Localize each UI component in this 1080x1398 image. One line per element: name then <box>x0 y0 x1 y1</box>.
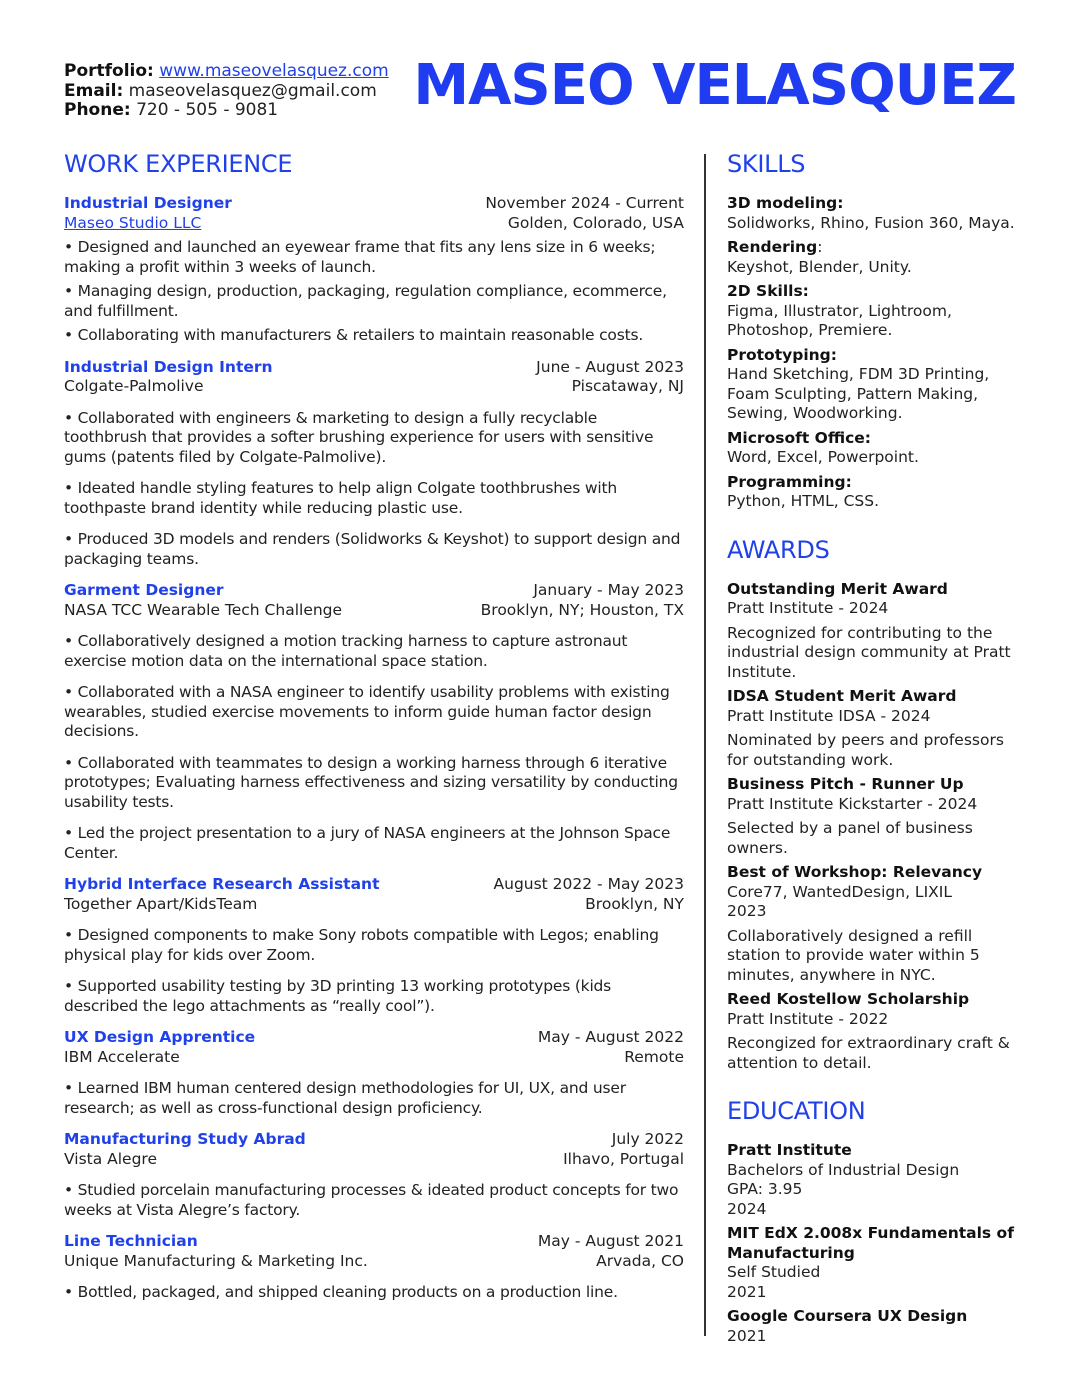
award-item <box>727 863 1022 985</box>
skill-value: Keyshot, Blender, Unity. <box>727 257 912 276</box>
email-value: maseovelasquez@gmail.com <box>128 80 377 101</box>
skill-value: Word, Excel, Powerpoint. <box>727 448 919 466</box>
skill-value: Hand Sketching, FDM 3D Printing, Foam Sculpting, Pattern Making, Sewing, Woodworking. <box>727 365 990 422</box>
work-experience-column <box>64 150 684 1303</box>
skill-item <box>727 473 1022 512</box>
skill-label: Prototyping: <box>727 345 837 364</box>
job-location: Golden, Colorado, USA <box>507 213 684 232</box>
job-dates: January - May 2023 <box>533 581 684 599</box>
job-bullet: • Designed components to make Sony robots compatible with Legos; enabling physical play for kids over Zoom. <box>64 926 659 964</box>
education-title: Google Coursera UX Design <box>727 1307 968 1325</box>
job-dates: November 2024 - Current <box>485 194 684 212</box>
job-title: Industrial Design Intern <box>64 357 273 376</box>
company-name: IBM Accelerate <box>64 1047 180 1066</box>
skills-heading: SKILLS <box>727 150 806 178</box>
award-org: Pratt Institute - 2024 <box>727 599 889 617</box>
skill-item <box>727 194 1022 233</box>
education-line: 2024 <box>727 1199 767 1218</box>
award-org: Pratt Institute - 2022 <box>727 1009 889 1028</box>
company-name: Unique Manufacturing & Marketing Inc. <box>64 1251 368 1270</box>
job-entry <box>64 194 684 346</box>
education-heading: EDUCATION <box>727 1097 866 1125</box>
skill-label: Microsoft Office: <box>727 428 872 447</box>
job-bullet: • Ideated handle styling features to help align Colgate toothbrushes with toothpaste brand identity while reducing plastic use. <box>64 479 617 517</box>
skill-item <box>727 238 1022 277</box>
job-bullet: • Studied porcelain manufacturing processes & ideated product concepts for two weeks at Vista Alegre’s factory. <box>64 1181 679 1219</box>
job-location: Arvada, CO <box>596 1251 684 1270</box>
job-bullet: • Learned IBM human centered design methodologies for UI, UX, and user research; as well as cross-functional design proficiency. <box>64 1079 626 1117</box>
job-title: Garment Designer <box>64 581 224 599</box>
award-desc: Recongized for extraordinary craft & attention to detail. <box>727 1034 1010 1072</box>
job-title: UX Design Apprentice <box>64 1028 256 1046</box>
job-title: Hybrid Interface Research Assistant <box>64 875 380 893</box>
skill-label: 3D modeling: <box>727 194 844 212</box>
job-location: Piscataway, NJ <box>571 377 684 395</box>
column-divider <box>704 154 706 1336</box>
phone-label: Phone: <box>64 100 131 120</box>
skill-item <box>727 282 1022 341</box>
education-line: Self Studied <box>727 1263 821 1281</box>
job-location: Brooklyn, NY; Houston, TX <box>480 600 684 619</box>
portfolio-label: Portfolio: <box>64 61 154 81</box>
job-entry <box>64 1232 684 1303</box>
job-title: Industrial Designer <box>64 194 232 212</box>
job-bullet: • Collaborated with engineers & marketing to design a fully recyclable toothbrush that provides a softer brushing experience for users with sensitive gums (patents filed by Colgate-Palmolive). <box>64 408 654 466</box>
work-experience-heading: WORK EXPERIENCE <box>64 150 293 178</box>
company-link[interactable]: Maseo Studio LLC <box>64 213 202 232</box>
job-entry <box>64 581 684 863</box>
sidebar-column <box>727 150 1022 1351</box>
award-year: 2023 <box>727 902 767 920</box>
job-bullet: • Designed and launched an eyewear frame that fits any lens size in 6 weeks; making a profit within 3 weeks of launch. <box>64 238 656 276</box>
job-bullet: • Collaboratively designed a motion tracking harness to capture astronaut exercise motion data on the international space station. <box>64 632 628 670</box>
job-bullet: • Collaborated with a NASA engineer to identify usability problems with existing wearables, studied exercise movements to inform guide human factor design decisions. <box>64 683 670 740</box>
skill-label: Programming: <box>727 472 852 491</box>
job-bullet: • Bottled, packaged, and shipped cleaning products on a production line. <box>64 1283 618 1301</box>
award-org: Pratt Institute IDSA - 2024 <box>727 706 931 725</box>
award-item <box>727 775 1022 858</box>
job-bullet: • Supported usability testing by 3D printing 13 working prototypes (kids described the lego attachments as “really cool”). <box>64 977 612 1015</box>
job-entry <box>64 875 684 1016</box>
award-desc: Selected by a panel of business owners. <box>727 819 973 857</box>
award-item <box>727 580 1022 683</box>
award-title: Reed Kostellow Scholarship <box>727 990 970 1008</box>
skill-label: Rendering <box>727 238 818 256</box>
resume-name: MASEO VELASQUEZ <box>413 53 1016 118</box>
job-title: Manufacturing Study Abrad <box>64 1130 306 1148</box>
job-dates: June - August 2023 <box>536 357 684 376</box>
skill-colon: : <box>817 238 823 256</box>
job-dates: August 2022 - May 2023 <box>493 875 684 893</box>
company-name: Together Apart/KidsTeam <box>64 894 258 913</box>
phone-line <box>64 101 389 121</box>
education-line: 2021 <box>727 1326 767 1345</box>
job-bullet: • Collaborated with teammates to design a working harness through 6 iterative prototypes; Evaluating harness effectiveness and sizing versatility by conducting usability tests. <box>64 753 678 811</box>
award-title: IDSA Student Merit Award <box>727 687 957 705</box>
job-bullet: • Collaborating with manufacturers & retailers to maintain reasonable costs. <box>64 326 644 344</box>
job-entry <box>64 1130 684 1220</box>
award-title: Outstanding Merit Award <box>727 579 948 598</box>
email-label: Email: <box>64 80 124 101</box>
education-line: 2021 <box>727 1282 767 1301</box>
portfolio-link[interactable]: www.maseovelasquez.com <box>159 61 389 81</box>
skill-label: 2D Skills: <box>727 282 809 300</box>
company-name: NASA TCC Wearable Tech Challenge <box>64 600 343 619</box>
job-location: Ilhavo, Portugal <box>563 1149 684 1168</box>
portfolio-line <box>64 62 389 82</box>
award-org: Core77, WantedDesign, LIXIL <box>727 882 952 901</box>
email-line <box>64 82 389 102</box>
job-dates: May - August 2021 <box>537 1232 684 1250</box>
skill-item <box>727 429 1022 468</box>
job-entry <box>64 1028 684 1118</box>
company-name: Colgate-Palmolive <box>64 377 204 395</box>
job-title: Line Technician <box>64 1232 198 1250</box>
award-title: Best of Workshop: Relevancy <box>727 863 983 881</box>
education-line: Bachelors of Industrial Design <box>727 1160 960 1179</box>
contact-info <box>64 62 389 121</box>
education-item <box>727 1141 1022 1219</box>
education-title: MIT EdX 2.008x Fundamentals of Manufacturing <box>727 1224 1014 1262</box>
job-location: Brooklyn, NY <box>585 894 684 913</box>
award-org: Pratt Institute Kickstarter - 2024 <box>727 794 978 813</box>
skill-value: Python, HTML, CSS. <box>727 492 879 510</box>
skill-item <box>727 346 1022 424</box>
phone-value: 720 - 505 - 9081 <box>136 100 279 120</box>
awards-heading: AWARDS <box>727 535 830 564</box>
job-dates: May - August 2022 <box>537 1028 684 1046</box>
award-desc: Recognized for contributing to the industrial design community at Pratt Institute. <box>727 623 1011 681</box>
education-item <box>727 1307 1022 1346</box>
award-item <box>727 990 1022 1073</box>
education-item <box>727 1224 1022 1302</box>
award-item <box>727 687 1022 770</box>
skill-value: Solidworks, Rhino, Fusion 360, Maya. <box>727 213 1015 232</box>
award-title: Business Pitch - Runner Up <box>727 775 964 793</box>
skill-value: Figma, Illustrator, Lightroom, Photoshop, Premiere. <box>727 301 952 339</box>
job-location: Remote <box>624 1047 684 1066</box>
award-desc: Nominated by peers and professors for outstanding work. <box>727 731 1004 769</box>
job-bullet: • Produced 3D models and renders (Solidworks & Keyshot) to support design and packaging teams. <box>64 530 681 568</box>
company-name: Vista Alegre <box>64 1149 157 1168</box>
job-dates: July 2022 <box>611 1130 684 1148</box>
education-line: GPA: 3.95 <box>727 1180 803 1198</box>
job-entry <box>64 358 684 570</box>
job-bullet: • Managing design, production, packaging, regulation compliance, ecommerce, and fulfillment. <box>64 282 667 320</box>
award-desc: Collaboratively designed a refill station to provide water within 5 minutes, anywhere in NYC. <box>727 926 980 984</box>
education-title: Pratt Institute <box>727 1141 852 1159</box>
job-bullet: • Led the project presentation to a jury of NASA engineers at the Johnson Space Center. <box>64 824 671 862</box>
